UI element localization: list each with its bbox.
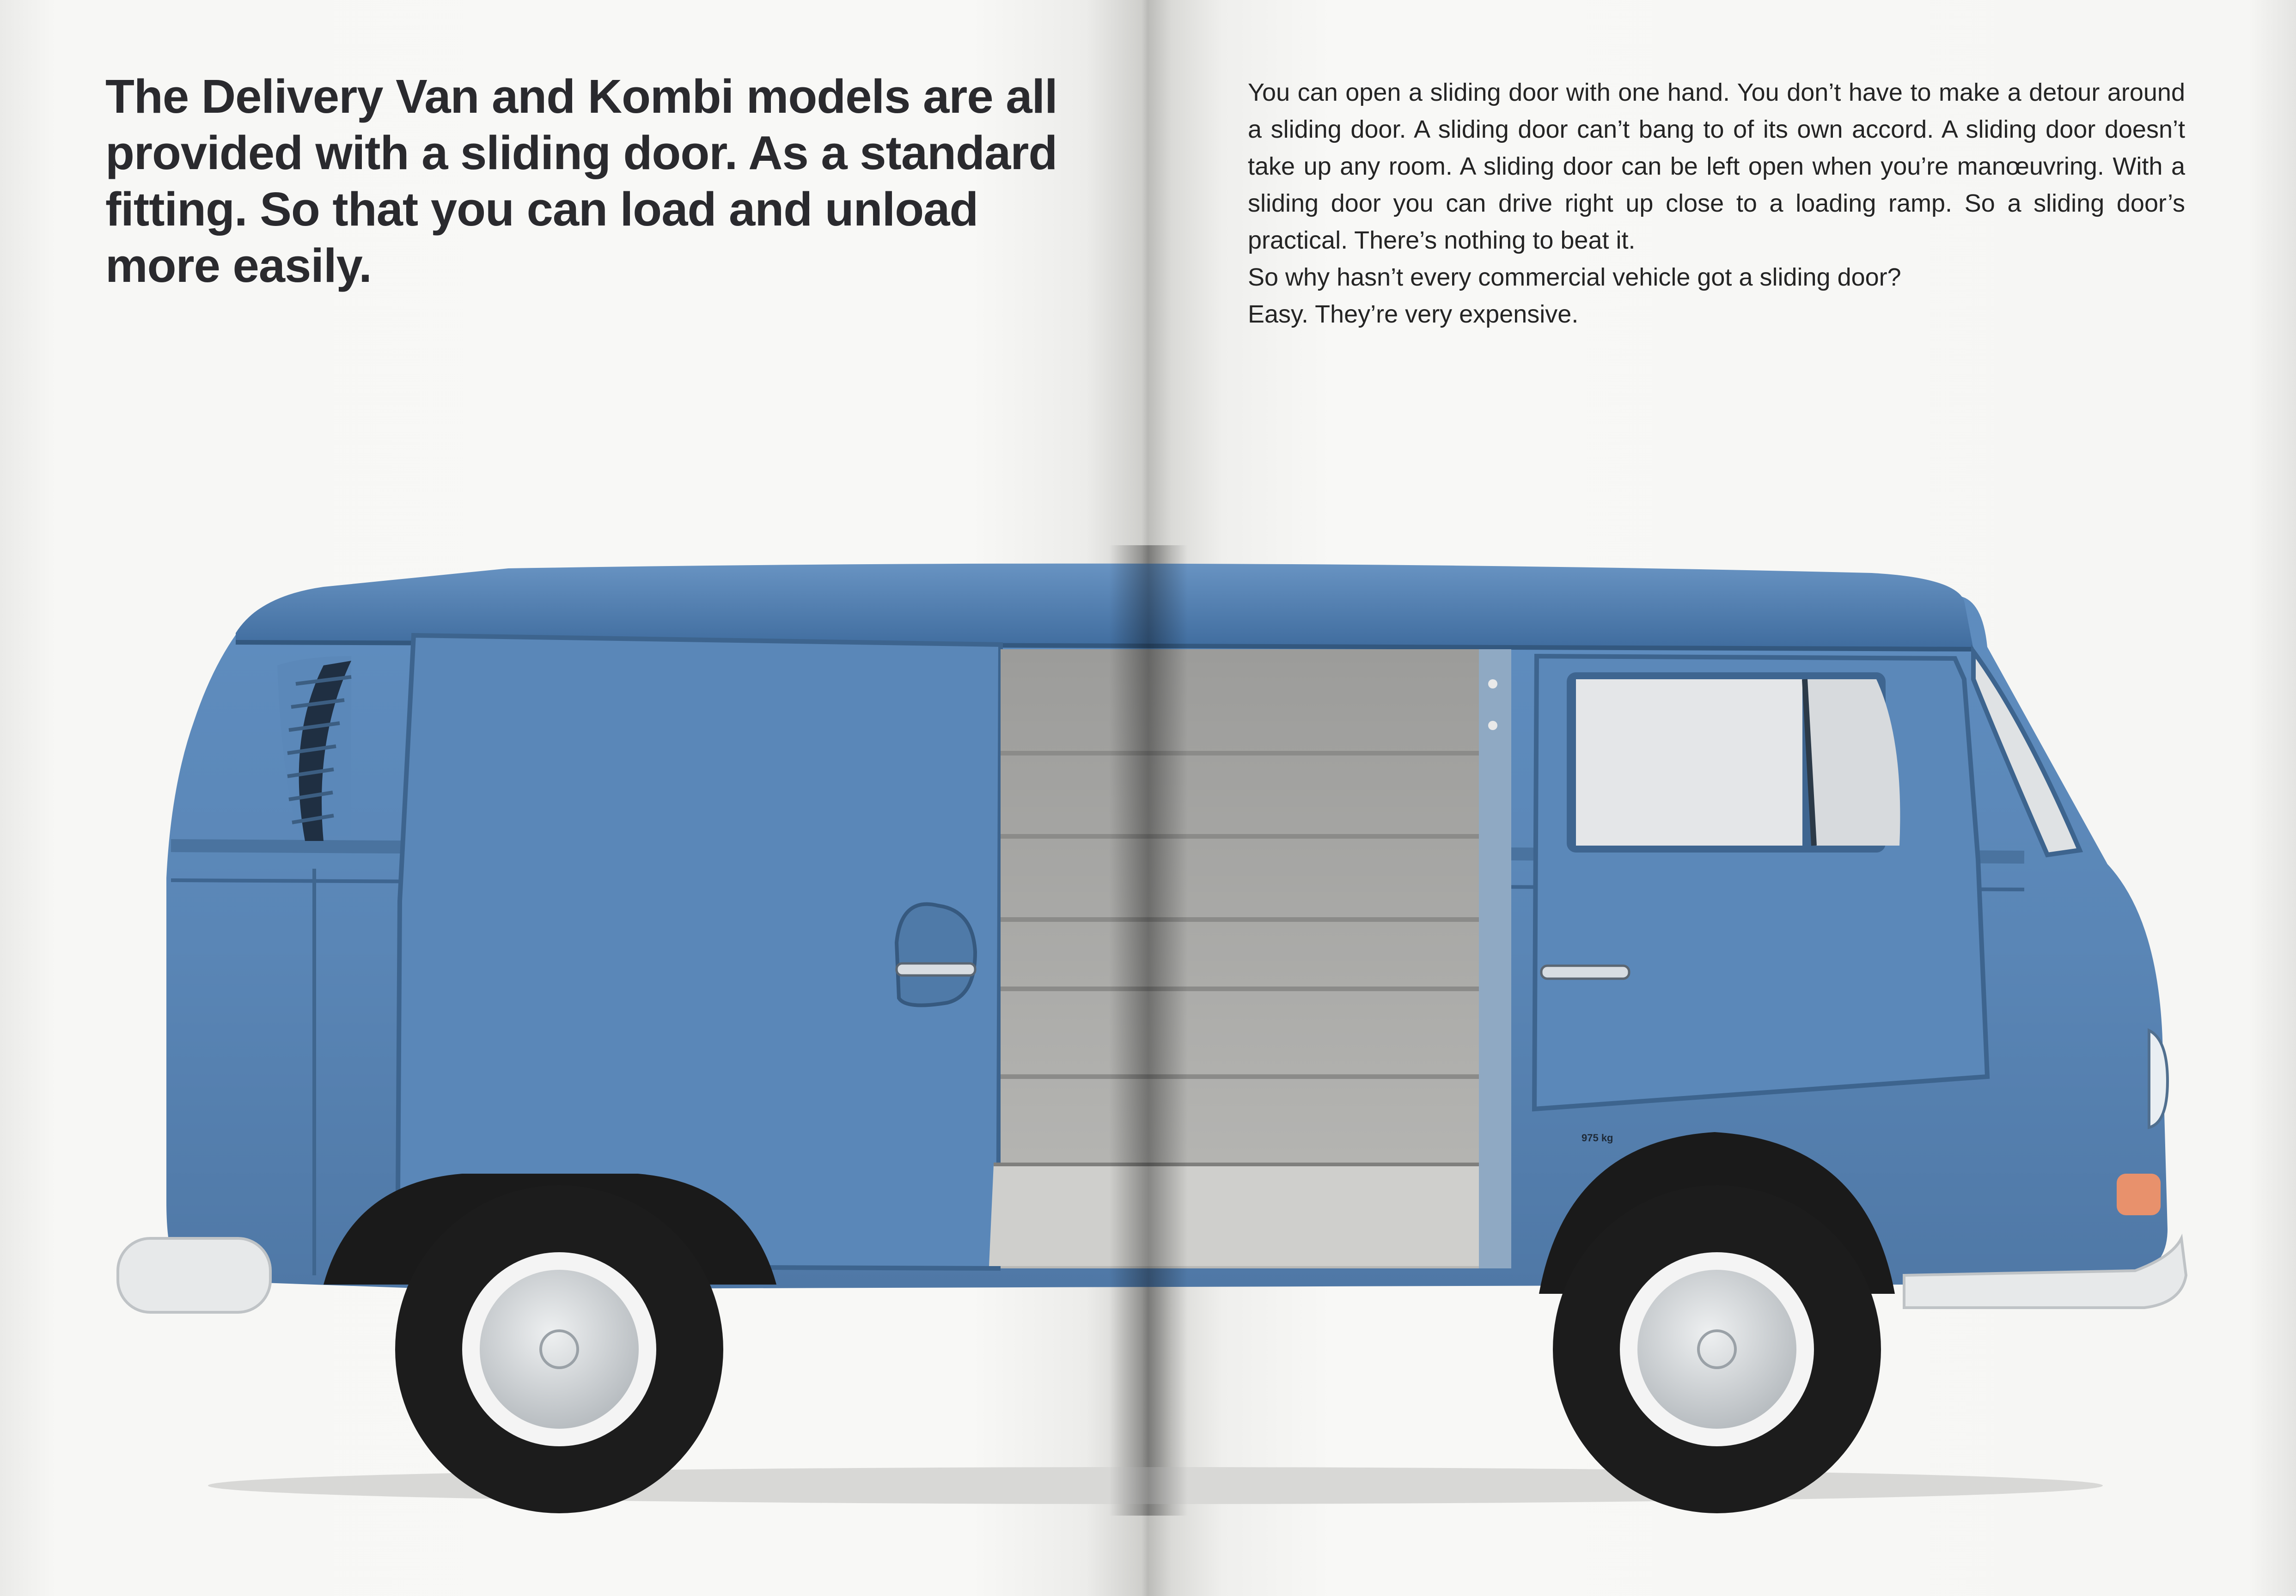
body-question: So why hasn’t every commercial vehicle got a sliding door? <box>1248 263 1901 291</box>
door-recess <box>897 904 975 1005</box>
door-pillar <box>1479 649 1511 1268</box>
cab-window <box>1576 679 1802 846</box>
headlamp <box>2149 1030 2168 1127</box>
payload-marking: 975 kg <box>1582 1132 1613 1144</box>
gutter-shadow <box>1109 545 1188 1516</box>
headline: The Delivery Van and Kombi models are all provided with a sliding door. As a standard fitting. So that you can load and unload more easily. <box>105 70 1057 292</box>
indicator-lamp <box>2117 1174 2161 1215</box>
body-answer: Easy. They’re very expensive. <box>1248 300 1579 328</box>
body-paragraph: You can open a sliding door with one hand. You don’t have to make a detour around a sliding door. A sliding door can’t bang to of its own accord. A sliding door doesn’t take up any room. A sliding door can be left open when you’re manœuvring. With a sliding door you can drive right up close to a loading ramp. So a sliding door’s practical. There’s nothing to beat it. <box>1248 79 2185 254</box>
rear-wheel <box>395 1185 723 1513</box>
cargo-floor <box>989 1164 1511 1266</box>
door-handle <box>897 963 975 975</box>
sliding-door <box>397 635 1001 1268</box>
cab-door <box>1534 656 1987 1109</box>
rear-bumper <box>118 1238 270 1312</box>
van-illustration <box>0 545 2296 1516</box>
van-photo <box>0 545 2296 1516</box>
cab-door-handle <box>1541 966 1629 979</box>
body-copy <box>1248 74 2185 333</box>
cargo-area <box>989 649 1511 1268</box>
front-wheel <box>1553 1185 1881 1513</box>
